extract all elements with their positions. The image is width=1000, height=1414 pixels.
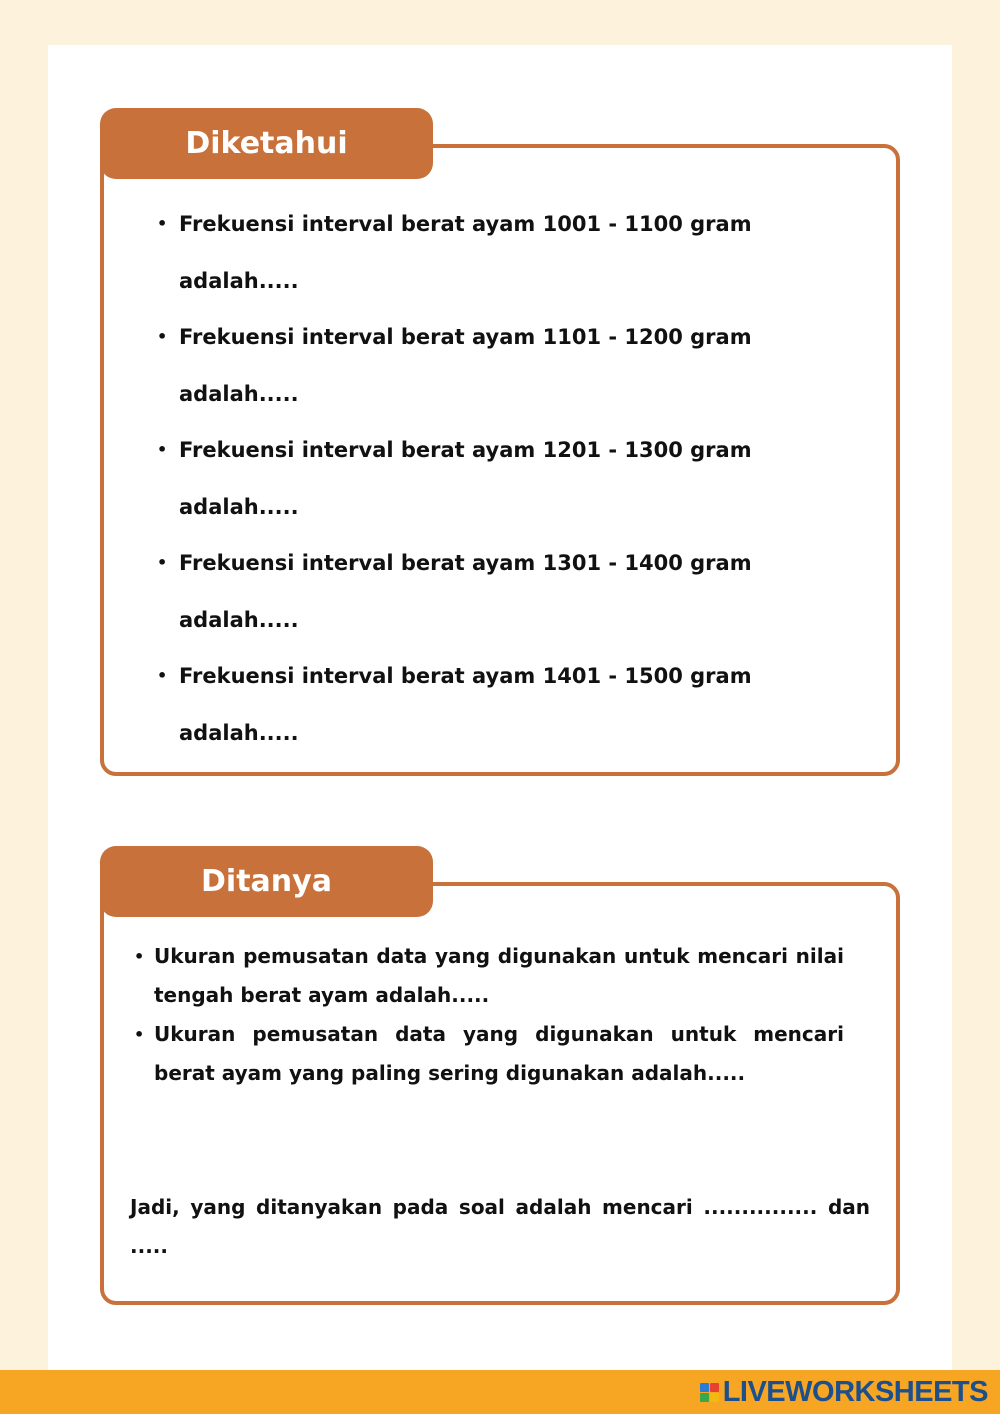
list-item [156,196,816,309]
asked-list [130,937,844,1093]
item-blank: adalah..... [179,720,299,745]
item-blank: adalah..... [179,381,299,406]
item-text: Frekuensi interval berat ayam 1301 - 1400 gram [179,551,752,575]
item-blank: adalah..... [179,268,299,293]
logo-icon [700,1383,719,1402]
item-text: Frekuensi interval berat ayam 1401 - 1500 gram [179,664,752,688]
list-item [156,535,816,648]
list-item [156,648,816,761]
conclusion-text: Jadi, yang ditanyakan pada soal adalah mencari ............... dan ..... [130,1195,870,1258]
liveworksheets-logo[interactable] [700,1373,988,1411]
item-text: Frekuensi interval berat ayam 1101 - 1200 gram [179,325,752,349]
item-text: Frekuensi interval berat ayam 1201 - 1300 gram [179,438,752,462]
item-blank: adalah..... [179,607,299,632]
item-blank: adalah..... [179,494,299,519]
list-item [156,309,816,422]
brand-name: LIVEWORKSHEETS [722,1375,988,1408]
known-section-title: Diketahui [100,108,433,179]
list-item [156,422,816,535]
known-list [156,196,816,761]
asked-section-title: Ditanya [100,846,433,917]
list-item: • Ukuran pemusatan data yang digunakan untuk mencari berat ayam yang paling sering digunakan adalah..... [130,1015,844,1093]
list-item: • Ukuran pemusatan data yang digunakan untuk mencari nilai tengah berat ayam adalah..... [130,937,844,1015]
item-text: Frekuensi interval berat ayam 1001 - 1100 gram [179,212,752,236]
